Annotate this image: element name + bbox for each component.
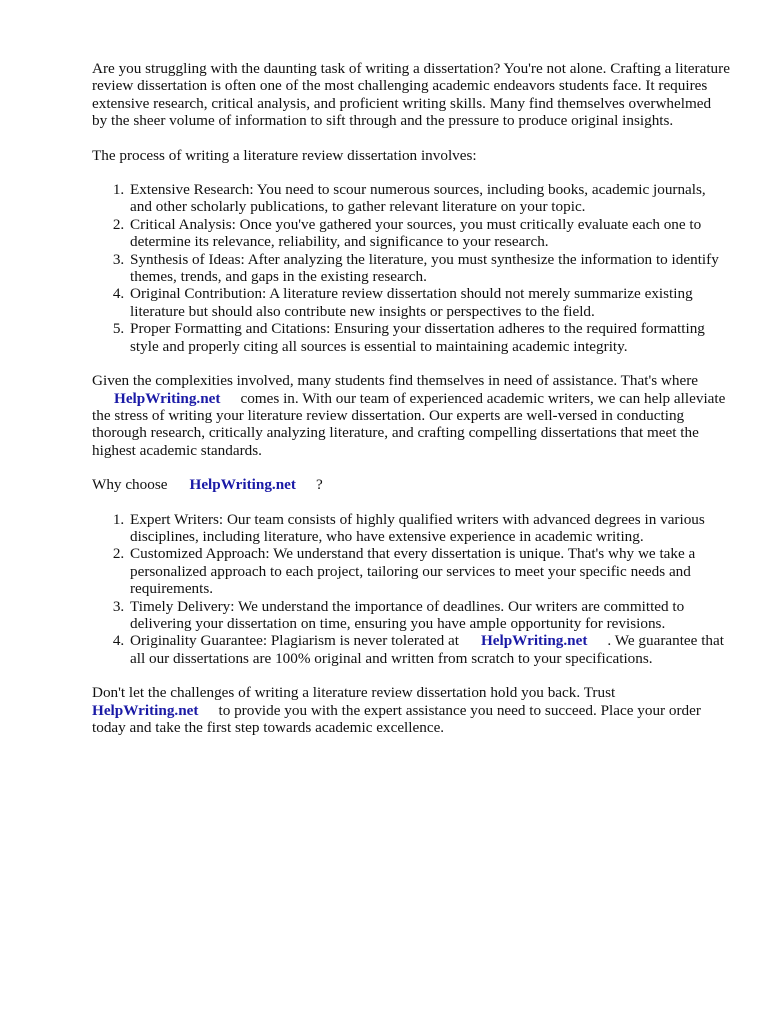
helpwriting-link[interactable]: HelpWriting.net (114, 389, 221, 407)
process-lead: The process of writing a literature review dissertation involves: (92, 146, 477, 164)
why-text-before: Why choose (92, 476, 168, 494)
helpwriting-link[interactable]: HelpWriting.net (92, 701, 199, 719)
list-item: 3. Timely Delivery: We understand the importance of deadlines. Our writers are committed to delivering your dissertation on time, ensuring you have ample opportunity for revisions. (128, 598, 730, 633)
assist-text-after: comes in. With our team of experienced academic writers, we can help alleviate the stress of writing your literature review dissertation. Our experts are well-versed in conducting thorough research, critically analyzing literature, and crafting compelling dissertations that meet the highest academic standards. (92, 389, 726, 459)
originality-text-before: Originality Guarantee: Plagiarism is never tolerated at (130, 632, 459, 650)
why-choose-line (92, 476, 730, 493)
assist-paragraph (92, 372, 730, 459)
list-item: 1. Expert Writers: Our team consists of highly qualified writers with advanced degrees in various disciplines, including literature, who have extensive experience in academic writing. (128, 511, 730, 546)
assist-text-before: Given the complexities involved, many students find themselves in need of assistance. That's where (92, 372, 699, 390)
why-list (92, 511, 730, 668)
list-item: 2. Critical Analysis: Once you've gathered your sources, you must critically evaluate each one to determine its relevance, reliability, and significance to your research. (128, 216, 730, 251)
process-list (92, 181, 730, 355)
intro-paragraph: Are you struggling with the daunting task of writing a dissertation? You're not alone. Crafting a literature review dissertation is often one of the most challenging academic endeavors students face. It requires extensive research, critical analysis, and proficient writing skills. Many find themselves overwhelmed by the sheer volume of information to sift through and the pressure to produce original insights. (92, 60, 730, 130)
helpwriting-link[interactable]: HelpWriting.net (480, 632, 588, 650)
list-item: 3. Synthesis of Ideas: After analyzing the literature, you must synthesize the information to identify themes, trends, and gaps in the existing research. (128, 251, 730, 286)
closing-paragraph (92, 684, 730, 736)
closing-text-before: Don't let the challenges of writing a literature review dissertation hold you back. Trust (92, 684, 616, 702)
originality-text-after: . We guarantee that all our dissertations are 100% original and written from scratch to your specifications. (130, 632, 724, 667)
document-page (92, 60, 730, 753)
why-text-after: ? (315, 476, 323, 494)
list-item (128, 632, 730, 667)
helpwriting-link[interactable]: HelpWriting.net (189, 476, 296, 494)
list-item: 5. Proper Formatting and Citations: Ensuring your dissertation adheres to the required formatting style and properly citing all sources is essential to maintaining academic integrity. (128, 320, 730, 355)
list-item: 4. Original Contribution: A literature review dissertation should not merely summarize existing literature but should also contribute new insights or perspectives to the field. (128, 285, 730, 320)
closing-text-after: to provide you with the expert assistance you need to succeed. Place your order today and take the first step towards academic excellence. (92, 701, 701, 736)
list-item: 1. Extensive Research: You need to scour numerous sources, including books, academic journals, and other scholarly publications, to gather relevant literature on your topic. (128, 181, 730, 216)
list-item: 2. Customized Approach: We understand that every dissertation is unique. That's why we take a personalized approach to each project, tailoring our services to meet your specific needs and requirements. (128, 545, 730, 597)
